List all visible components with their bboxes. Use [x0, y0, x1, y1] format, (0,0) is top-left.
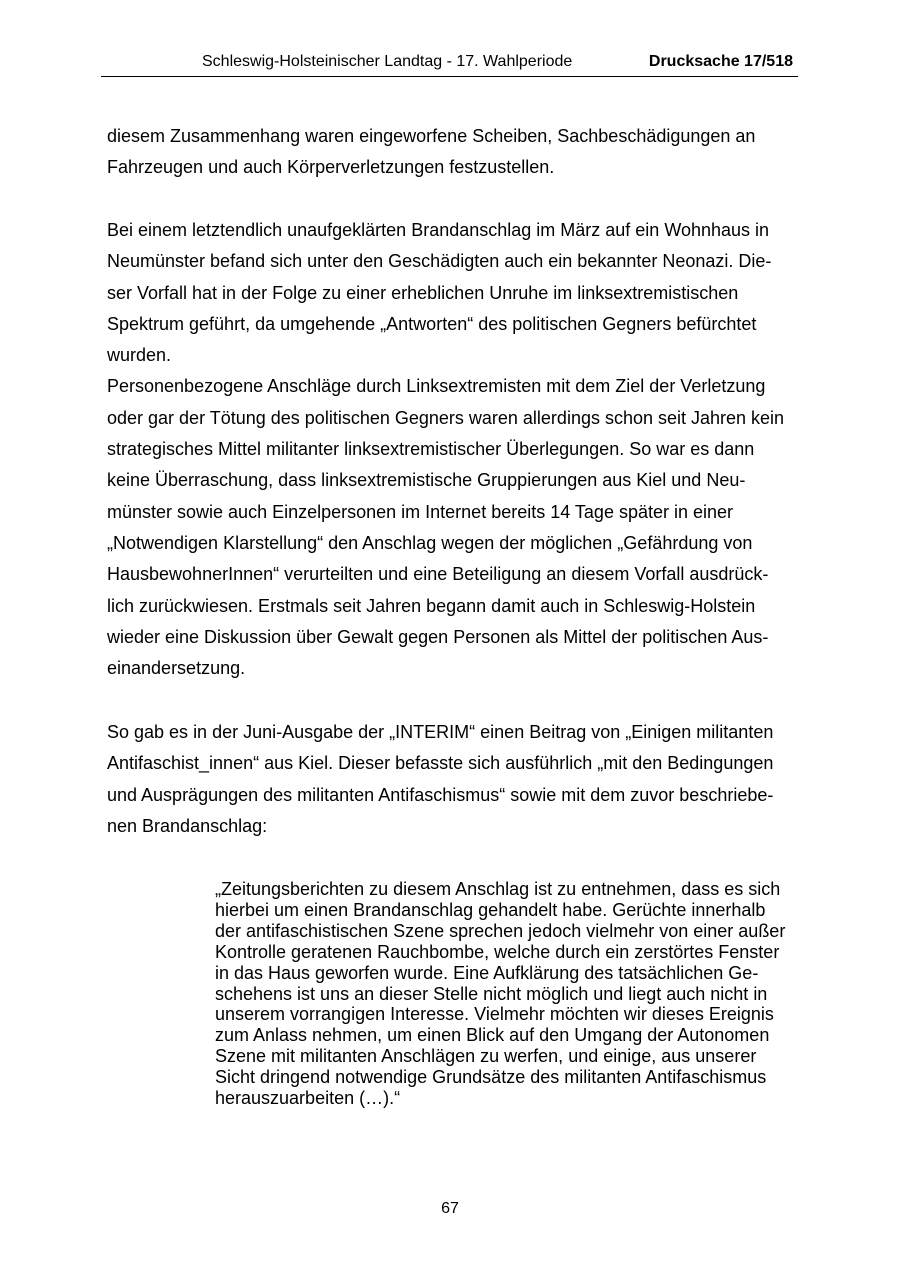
text-line: So gab es in der Juni-Ausgabe der „INTERIM“ einen Beitrag von „Einigen militanten [107, 722, 774, 742]
text-line: und Ausprägungen des militanten Antifaschismus“ sowie mit dem zuvor beschriebe- [107, 784, 774, 805]
text-line: Bei einem letztendlich unaufgeklärten Brandanschlag im März auf ein Wohnhaus in [107, 220, 770, 240]
quote-line: schehens ist uns an dieser Stelle nicht möglich und liegt auch nicht in [215, 983, 768, 1004]
quote-line: „Zeitungsberichten zu diesem Anschlag ist zu entnehmen, dass es sich [215, 879, 781, 899]
page-header [101, 52, 798, 77]
text-line: wieder eine Diskussion über Gewalt gegen Personen als Mittel der politischen Aus- [107, 626, 769, 647]
quote-line: zum Anlass nehmen, um einen Blick auf den Umgang der Autonomen [215, 1025, 770, 1046]
quote-line: herauszuarbeiten (…).“ [215, 1088, 401, 1109]
paragraph-1 [107, 121, 807, 184]
quote-line: Szene mit militanten Anschlägen zu werfen, und einige, aus unserer [215, 1046, 757, 1067]
text-line: nen Brandanschlag: [107, 815, 268, 836]
text-line: „Notwendigen Klarstellung“ den Anschlag wegen der möglichen „Gefährdung von [107, 532, 753, 553]
text-line: Spektrum geführt, da umgehende „Antworten“ des politischen Gegners befürchtet [107, 313, 757, 334]
text-line: münster sowie auch Einzelpersonen im Internet bereits 14 Tage später in einer [107, 501, 734, 522]
header-title: Schleswig-Holsteinischer Landtag - 17. Wahlperiode [202, 53, 573, 70]
paragraph-2 [107, 215, 807, 684]
text-line: wurden. [107, 345, 172, 366]
document-number: Drucksache 17/518 [648, 53, 793, 70]
text-line: keine Überraschung, dass linksextremistische Gruppierungen aus Kiel und Neu- [107, 470, 746, 491]
paragraph-3 [107, 717, 807, 842]
text-line: Antifaschist_innen“ aus Kiel. Dieser befasste sich ausführlich „mit den Bedingungen [107, 753, 774, 774]
quote-line: der antifaschistischen Szene sprechen jedoch vielmehr von einer außer [215, 920, 786, 941]
quote-line: Kontrolle geratenen Rauchbombe, welche durch ein zerstörtes Fenster [215, 941, 780, 962]
quote-line: hierbei um einen Brandanschlag gehandelt habe. Gerüchte innerhalb [215, 899, 766, 920]
text-line: strategisches Mittel militanter linksextremistischer Überlegungen. So war es dann [107, 439, 755, 460]
text-line: Personenbezogene Anschläge durch Linksextremisten mit dem Ziel der Verletzung [107, 376, 766, 397]
quote-line: unserem vorrangigen Interesse. Vielmehr möchten wir dieses Ereignis [215, 1004, 774, 1025]
block-quote [215, 879, 805, 1109]
text-line: oder gar der Tötung des politischen Gegners waren allerdings schon seit Jahren kein [107, 407, 785, 428]
text-line: ser Vorfall hat in der Folge zu einer erheblichen Unruhe im linksextremistischen [107, 282, 739, 303]
text-line: HausbewohnerInnen“ verurteilten und eine Beteiligung an diesem Vorfall ausdrück- [107, 564, 769, 585]
text-line: einandersetzung. [107, 658, 246, 679]
text-line: diesem Zusammenhang waren eingeworfene Scheiben, Sachbeschädigungen an [107, 126, 756, 146]
quote-line: in das Haus geworfen wurde. Eine Aufklärung des tatsächlichen Ge- [215, 962, 759, 983]
quote-line: Sicht dringend notwendige Grundsätze des militanten Antifaschismus [215, 1067, 767, 1088]
text-line: Fahrzeugen und auch Körperverletzungen festzustellen. [107, 157, 555, 178]
text-line: lich zurückwiesen. Erstmals seit Jahren begann damit auch in Schleswig-Holstein [107, 595, 756, 616]
page-number: 67 [441, 1200, 459, 1217]
text-line: Neumünster befand sich unter den Geschädigten auch ein bekannter Neonazi. Die- [107, 251, 772, 272]
